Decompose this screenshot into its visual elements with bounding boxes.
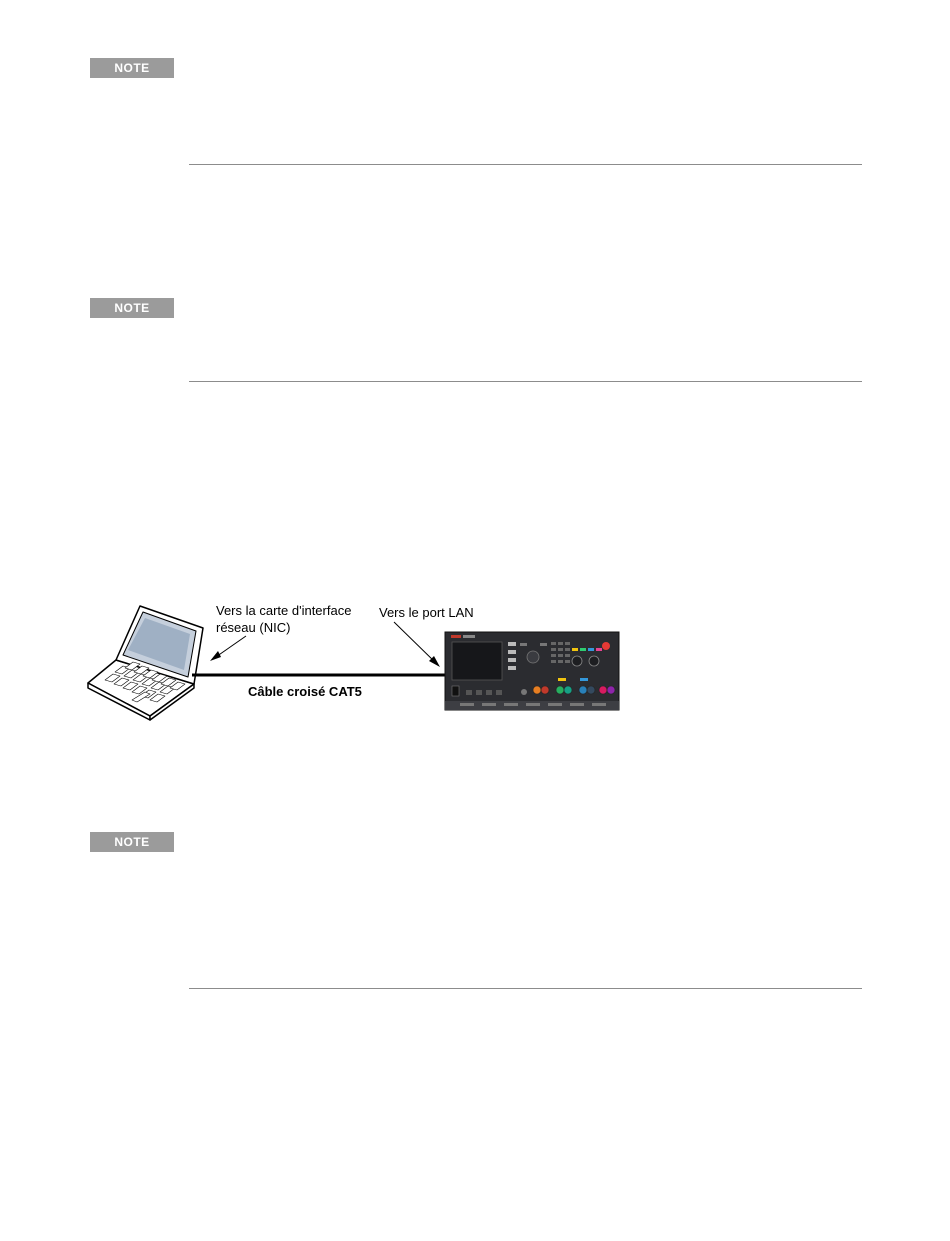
nic-label-line2: réseau (NIC) xyxy=(216,620,291,635)
nic-label-line1: Vers la carte d'interface xyxy=(216,603,352,618)
lan-port-label: Vers le port LAN xyxy=(379,605,474,620)
nic-arrow-icon xyxy=(210,636,246,661)
lan-arrow-icon xyxy=(394,622,440,667)
note-badge: NOTE xyxy=(90,832,174,852)
note-badge: NOTE xyxy=(90,298,174,318)
section-divider xyxy=(189,988,862,989)
laptop-icon xyxy=(88,606,203,720)
note-badge: NOTE xyxy=(90,58,174,78)
cable-label: Câble croisé CAT5 xyxy=(248,684,362,699)
power-supply-instrument-icon xyxy=(445,632,619,710)
